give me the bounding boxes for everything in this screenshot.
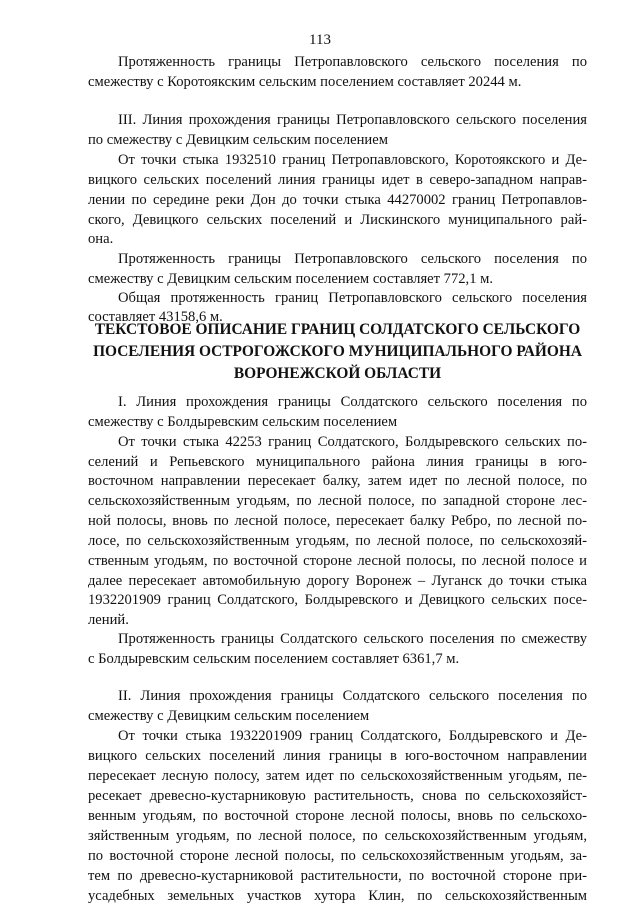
paragraph-line: вицкого сельских поселений линия границы в юго-восточном направлении [88, 748, 587, 764]
paragraph-line: Общая протяженность границ Петропавловского сельского поселения [118, 290, 587, 306]
paragraph-line: тем по древесно-кустарниковой растительности, по восточной стороне при- [88, 868, 587, 884]
paragraph-line: пересекает лесную полосу, затем идет по сельскохозяйственным угодьям, пе- [88, 768, 587, 784]
paragraph-line: далее пересекает автомобильную дорогу Воронеж – Луганск до точки стыка [88, 573, 587, 589]
paragraph-line: смежеству с Коротоякским сельским поселением составляет 20244 м. [88, 74, 522, 90]
section-heading-line: ПОСЕЛЕНИЯ ОСТРОГОЖСКОГО МУНИЦИПАЛЬНОГО РАЙОНА [93, 343, 582, 360]
paragraph-line: От точки стыка 1932201909 границ Солдатского, Болдыревского и Де- [118, 728, 587, 744]
paragraph-line: Протяженность границы Солдатского сельского поселения по смежеству [118, 631, 587, 647]
paragraph-line: ского, Девицкого сельских поселений и Лискинского муниципального рай- [88, 212, 587, 228]
paragraph-line: по смежеству с Девицким сельским поселением [88, 132, 388, 148]
paragraph-line: 1932201909 границ Солдатского, Болдыревского и Девицкого сельских посе- [88, 592, 587, 608]
paragraph-line: лении по середине реки Дон до точки стыка 44270002 границ Петропавлов- [88, 192, 587, 208]
paragraph-line: III. Линия прохождения границы Петропавловского сельского поселения [118, 112, 587, 128]
paragraph-line: восточном направлении пересекает балку, затем идет по лесной полосе, по [88, 473, 587, 489]
paragraph-line: смежеству с Болдыревским сельским поселением [88, 414, 398, 430]
paragraph-line: усадебных земельных участков хутора Клин, по сельскохозяйственным [88, 888, 587, 904]
paragraph-line: составляет 43158,6 м. [88, 309, 223, 325]
section-heading-line: ВОРОНЕЖСКОЙ ОБЛАСТИ [233, 365, 442, 382]
paragraph-line: ресекает древесно-кустарниковую растительность, снова по сельскохозяйст- [88, 788, 587, 804]
paragraph-line: От точки стыка 1932510 границ Петропавловского, Коротоякского и Де- [118, 152, 587, 168]
paragraph-line: селений и Репьевского муниципального района линия границы в юго- [88, 454, 587, 470]
paragraph-line: лений. [88, 612, 129, 628]
paragraph-line: От точки стыка 42253 границ Солдатского, Болдыревского сельских по- [118, 434, 587, 450]
paragraph-line: вицкого сельских поселений линия границы идет в северо-западном направ- [88, 172, 587, 188]
paragraph-line: венным угодьям, по восточной стороне лесной полосы, вновь по сельскохо- [88, 808, 587, 824]
paragraph-line: Протяженность границы Петропавловского сельского поселения по [118, 251, 587, 267]
page-number: 113 [309, 32, 331, 48]
paragraph-line: Протяженность границы Петропавловского сельского поселения по [118, 54, 587, 70]
paragraph-line: I. Линия прохождения границы Солдатского сельского поселения по [118, 394, 587, 410]
paragraph-line: с Болдыревским сельским поселением составляет 6361,7 м. [88, 651, 460, 667]
paragraph-line: лосе, по сельскохозяйственным угодьям, по лесной полосе, по сельскохозяй- [88, 533, 587, 549]
paragraph-line: по восточной стороне лесной полосы, по сельскохозяйственным угодьям, за- [88, 848, 587, 864]
paragraph-line: смежеству с Девицким сельским поселением составляет 772,1 м. [88, 271, 494, 287]
paragraph-line: зяйственным угодьям, по лесной полосе, по сельскохозяйственным угодьям, [88, 828, 587, 844]
paragraph-line: ной полосы, вновь по лесной полосе, пересекает балку Ребро, по лесной по- [88, 513, 587, 529]
section-heading-line: ТЕКСТОВОЕ ОПИСАНИЕ ГРАНИЦ СОЛДАТСКОГО СЕЛЬСКОГО [94, 321, 581, 338]
paragraph-line: смежеству с Девицким сельским поселением [88, 708, 370, 724]
paragraph-line: сельскохозяйственным угодьям, по лесной полосе, по западной стороне лес- [88, 493, 587, 509]
paragraph-line: II. Линия прохождения границы Солдатского сельского поселения по [118, 688, 587, 704]
paragraph-line: она. [88, 231, 114, 247]
paragraph-line: ственным угодьям, по восточной стороне лесной полосы, по лесной полосе и [88, 553, 587, 569]
